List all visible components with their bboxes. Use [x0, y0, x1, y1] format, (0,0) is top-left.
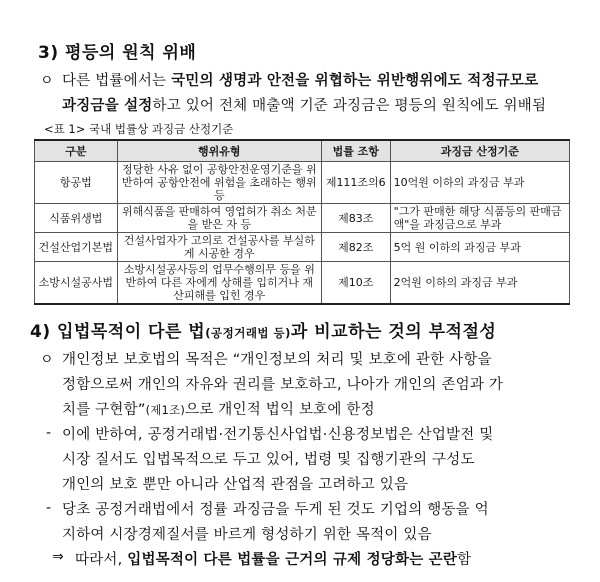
cell-act: 건설사업자가 고의로 건설공사를 부실하게 시공한 경우 — [117, 233, 321, 262]
conclusion-line — [75, 548, 471, 569]
title-small-text: (공정거래법 등) — [205, 326, 291, 340]
cell-law: 건설산업기본법 — [35, 233, 118, 262]
cell-law: 소방시설공사법 — [35, 262, 118, 305]
section-3-paragraph-line-2 — [62, 94, 546, 115]
paragraph-line: 이에 반하여, 공정거래법·전기통신사업법·신용정보법은 산업발전 및 — [62, 427, 494, 443]
bold-text: 국민의 생명과 안전을 위협하는 위반행위에도 적정규모로 — [171, 73, 539, 89]
header-article: 법률 조항 — [321, 140, 390, 162]
paragraph-line: 개인의 보호 뿐만 아니라 산업적 관점을 고려하고 있음 — [62, 477, 409, 493]
header-criteria: 과징금 산정기준 — [390, 140, 569, 162]
cell-act: 위해식품을 판매하여 영업허가 취소 처분을 받은 자 등 — [117, 204, 321, 233]
cell-article: 제82조 — [321, 233, 390, 262]
paragraph-line: 지하여 시장경제질서를 바르게 형성하기 위한 목적이 있음 — [62, 527, 432, 543]
arrow-icon: ⇒ — [52, 549, 64, 565]
text-span: 하고 있어 전체 매출액 기준 과징금은 평등의 원칙에도 위배됨 — [152, 98, 547, 114]
section-3-paragraph-line-1 — [62, 69, 538, 90]
section-4-title — [30, 317, 496, 342]
table-row — [35, 162, 570, 204]
text-span: 으로 개인적 법익 보호에 한정 — [185, 402, 375, 418]
table-caption: <표 1> 국내 법률상 과징금 산정기준 — [44, 122, 234, 136]
bold-text: 과징금을 설정 — [62, 98, 153, 114]
bullet-dash: - — [46, 500, 52, 516]
bold-text: 입법목적이 다른 법률을 근거의 규제 정당화는 곤란 — [127, 552, 458, 568]
cell-criteria: 5억 원 이하의 과징금 부과 — [390, 233, 569, 262]
title-text: 과 비교하는 것의 부적절성 — [290, 322, 497, 342]
penalty-criteria-table — [34, 139, 570, 305]
paragraph-line — [62, 398, 375, 419]
cell-article: 제83조 — [321, 204, 390, 233]
paragraph-line: 시장 질서도 입법목적으로 두고 있어, 법령 및 집행기관의 구성도 — [62, 452, 475, 468]
cell-act: 정당한 사유 없이 공항안전운영기준을 위반하여 공항안전에 위험을 초래하는 행위 등 — [117, 162, 321, 204]
paragraph-line: 당초 공정거래법에서 정률 과징금을 두게 된 것도 기업의 행동을 억 — [62, 502, 489, 518]
cell-act: 소방시설공사등의 업무수행의무 등을 위반하여 다른 자에게 상해를 입히거나 재산피해를 입힌 경우 — [117, 262, 321, 305]
text-span: 치를 구현함” — [62, 402, 146, 418]
section-3-title: 3) 평등의 원칙 위배 — [38, 43, 197, 63]
text-span: 따라서, — [75, 552, 128, 568]
cell-article: 제10조 — [321, 262, 390, 305]
table-row — [35, 204, 570, 233]
title-text: 4) 입법목적이 다른 법 — [30, 322, 206, 342]
text-span: 함 — [457, 552, 472, 568]
paragraph-line: 개인정보 보호법의 목적은 “개인정보의 처리 및 보호에 관한 사항을 — [62, 352, 492, 368]
bullet-circle: ㅇ — [40, 352, 54, 368]
cell-law: 식품위생법 — [35, 204, 118, 233]
table-row — [35, 233, 570, 262]
paragraph-line: 정함으로써 개인의 자유와 권리를 보호하고, 나아가 개인의 존엄과 가 — [62, 377, 504, 393]
cell-criteria: "그가 판매한 해당 식품등의 판매금액"을 과징금으로 부과 — [390, 204, 569, 233]
cell-law: 항공법 — [35, 162, 118, 204]
article-ref: (제1조) — [145, 403, 186, 417]
text-span: 다른 법률에서는 — [62, 73, 172, 89]
header-act-type: 행위유형 — [117, 140, 321, 162]
cell-criteria: 2억원 이하의 과징금 부과 — [390, 262, 569, 305]
table-row — [35, 262, 570, 305]
bullet-dash: - — [46, 425, 52, 441]
bullet-circle: ㅇ — [40, 73, 54, 89]
cell-criteria: 10억원 이하의 과징금 부과 — [390, 162, 569, 204]
table-header-row — [35, 140, 570, 162]
cell-article: 제111조의6 — [321, 162, 390, 204]
header-category: 구분 — [35, 140, 118, 162]
